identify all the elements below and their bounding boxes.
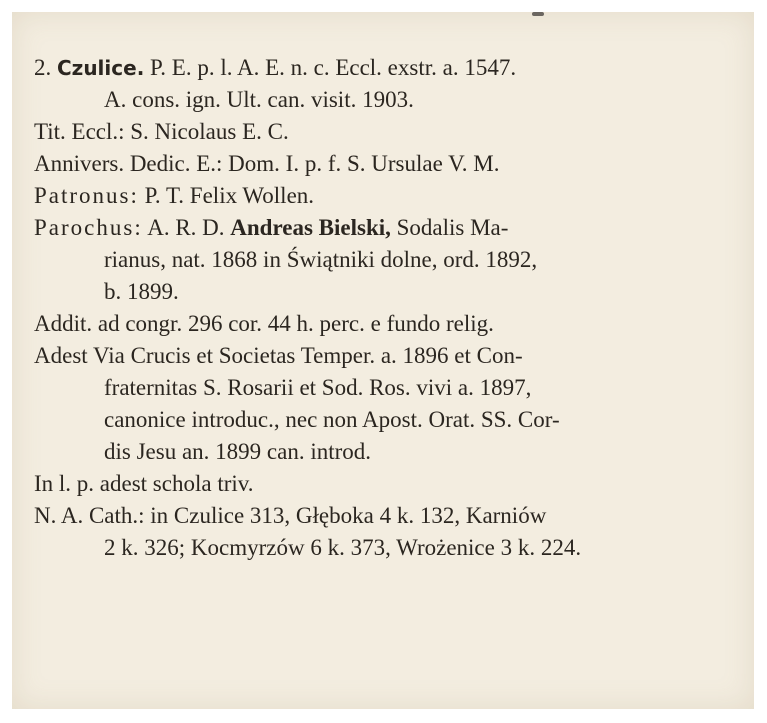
societies-line-2: fraternitas S. Rosarii et Sod. Ros. vivi a. 1897, [104,375,532,400]
entry-header-rest: P. E. p. l. A. E. n. c. Eccl. exstr. a. 1547. [150,55,517,80]
pastor-line-3: b. 1899. [104,279,179,304]
parish-entry [34,52,734,564]
societies-line-4: dis Jesu an. 1899 can. introd. [104,439,372,464]
pastor-line1-rest: Sodalis Ma- [396,215,509,240]
pastor-label: Parochus: [34,215,143,240]
entry-name: Czulice. [57,56,145,80]
consecration-line: A. cons. ign. Ult. can. visit. 1903. [104,87,414,112]
addition-line: Addit. ad congr. 296 cor. 44 h. perc. e fundo relig. [34,311,494,336]
pastor-line-2: rianus, nat. 1868 in Świątniki dolne, ord. 1892, [104,247,538,272]
pastor-name: Andreas Bielski, [230,215,391,240]
scanned-page [12,12,754,709]
entry-number: 2. [34,55,52,80]
pastor-title: A. R. D. [147,215,225,240]
school-line: In l. p. adest schola triv. [34,471,254,496]
societies-line-1: Adest Via Crucis et Societas Temper. a. 1896 et Con- [34,343,523,368]
titular-line: Tit. Eccl.: S. Nicolaus E. C. [34,119,289,144]
catholics-line-2: 2 k. 326; Kocmyrzów 6 k. 373, Wrożenice 3 k. 224. [104,535,582,560]
patron-value: P. T. Felix Wollen. [144,183,315,208]
pastor-line [34,212,734,244]
catholics-line-1: N. A. Cath.: in Czulice 313, Głęboka 4 k. 132, Karniów [34,503,547,528]
anniversary-line: Annivers. Dedic. E.: Dom. I. p. f. S. Ursulae V. M. [34,151,500,176]
scan-mark [532,12,544,16]
societies-line-3: canonice introduc., nec non Apost. Orat. SS. Cor- [104,407,560,432]
patron-label: Patronus: [34,183,139,208]
patron-line [34,180,734,212]
entry-header-line [34,52,734,84]
